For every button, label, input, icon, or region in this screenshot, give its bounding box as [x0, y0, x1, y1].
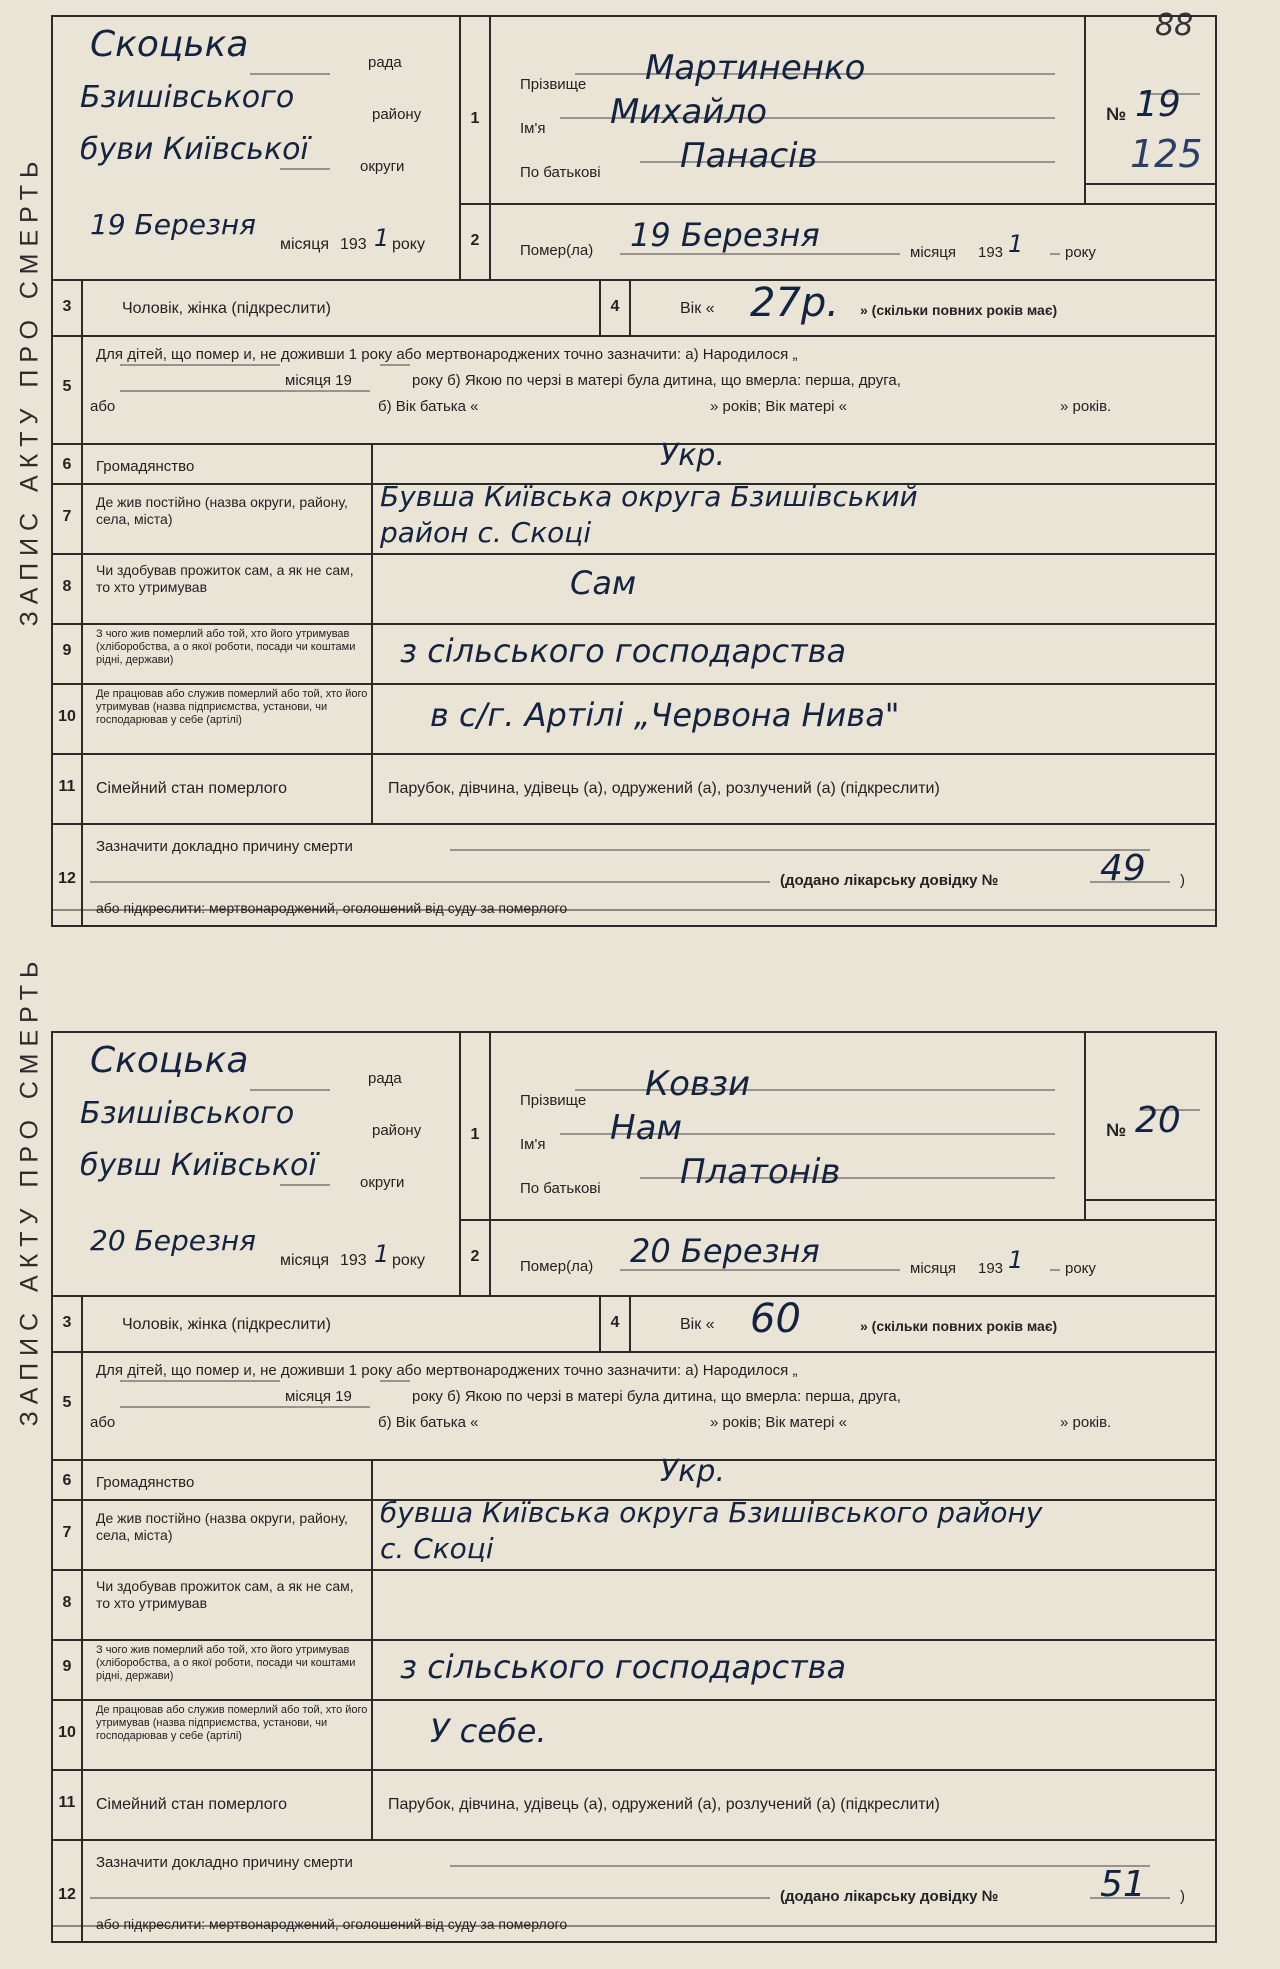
row-number-11: 11	[58, 778, 76, 795]
registration-year-label: року	[392, 236, 425, 253]
work-label: Де працював або служив померлий або той, хто його утримував (назва підприємства, установи, чи господарював у себе (артілі)	[96, 1704, 368, 1742]
age-label: Вік «	[680, 1316, 715, 1333]
children-line-1: Для дітей, що помер и, не доживши 1 року або мертвонароджених точно зазначити: а) Народилося „	[96, 346, 798, 363]
death-date-value: 20 Березня	[630, 1232, 820, 1270]
death-month-label: місяця	[910, 1260, 956, 1277]
row-number-7: 7	[62, 508, 72, 525]
rada-value: Скоцька	[90, 1040, 249, 1081]
death-year-digit: 1	[1008, 230, 1024, 258]
surname-value: Ковзи	[645, 1064, 751, 1104]
row-number-2: 2	[470, 1248, 480, 1265]
children-line-3b: б) Вік батька «	[378, 398, 479, 415]
source-label: З чого жив померлий або той, хто його утримував (хліборобства, а о якої роботи, посади чи коштами рідні, держави)	[96, 1644, 356, 1682]
row-number-7: 7	[62, 1524, 72, 1541]
registration-date-value: 20 Березня	[90, 1224, 257, 1257]
number-label: №	[1106, 1120, 1127, 1140]
children-line-2b: року б) Якою по черзі в матері була дитина, що вмерла: перша, друга,	[412, 1388, 901, 1405]
livelihood-label: Чи здобував прожиток сам, а як не сам, то хто утримував	[96, 1578, 354, 1611]
source-value: з сільського господарства	[400, 1648, 847, 1686]
certificate-number-value: 49	[1100, 848, 1146, 889]
row-number-12: 12	[58, 1886, 76, 1903]
cause-label: Зазначити докладно причину смерти	[96, 1854, 353, 1871]
patronymic-label: По батькові	[520, 164, 601, 181]
registration-year-label: року	[392, 1252, 425, 1269]
row-number-9: 9	[62, 1658, 72, 1675]
patronymic-label: По батькові	[520, 1180, 601, 1197]
children-line-2b: року б) Якою по черзі в матері була дитина, що вмерла: перша, друга,	[412, 372, 901, 389]
death-month-label: місяця	[910, 244, 956, 261]
marital-label: Сімейний стан померлого	[96, 1796, 288, 1813]
row-number-11: 11	[58, 1794, 76, 1811]
name-value: Нам	[610, 1108, 683, 1148]
age-value: 27р.	[750, 280, 840, 326]
surname-label: Прізвище	[520, 76, 587, 93]
rada-label: рада	[368, 54, 402, 71]
died-label: Помер(ла)	[520, 1258, 594, 1275]
number-label: №	[1106, 104, 1127, 124]
death-year-digit: 1	[1008, 1246, 1024, 1274]
children-line-3d: » років.	[1060, 1414, 1112, 1431]
residence-value-2: район с. Скоці	[380, 516, 592, 549]
row-number-8: 8	[62, 1594, 72, 1611]
registration-date-value: 19 Березня	[90, 208, 257, 241]
name-label: Ім'я	[520, 1136, 546, 1153]
sex-label: Чоловік, жінка (підкреслити)	[122, 300, 331, 317]
row-number-4: 4	[610, 298, 620, 315]
citizenship-label: Громадянство	[96, 1474, 195, 1491]
name-label: Ім'я	[520, 120, 546, 137]
marital-label: Сімейний стан померлого	[96, 780, 288, 797]
registration-year-prefix: 193	[340, 236, 367, 253]
source-value: з сільського господарства	[400, 632, 847, 670]
raion-value: Бзишівського	[80, 80, 295, 115]
marital-options: Парубок, дівчина, удівець (а), одружений (а), розлучений (а) (підкреслити)	[388, 780, 940, 797]
certificate-label: (додано лікарську довідку №	[780, 1888, 999, 1905]
patronymic-value: Платонів	[680, 1152, 841, 1192]
age-hint: » (скільки повних років має)	[860, 1318, 1058, 1334]
age-label: Вік «	[680, 300, 715, 317]
certificate-number-value: 51	[1100, 1864, 1146, 1905]
row-number-5: 5	[62, 1394, 72, 1411]
record-number-value: 19	[1135, 84, 1181, 125]
children-line-2a: місяця 19	[285, 1388, 352, 1405]
residence-value-2: с. Скоці	[380, 1532, 494, 1565]
okruha-label: округи	[360, 158, 405, 175]
row-number-10: 10	[58, 1724, 76, 1741]
raion-label: району	[372, 1122, 422, 1139]
residence-value-1: Бувша Київська округа Бзишівський	[380, 480, 918, 513]
row-number-10: 10	[58, 708, 76, 725]
children-line-3a: або	[90, 1414, 116, 1431]
certificate-close: )	[1180, 872, 1185, 889]
patronymic-value: Панасів	[680, 136, 818, 176]
cause-label: Зазначити докладно причину смерти	[96, 838, 353, 855]
registration-year-prefix: 193	[340, 1252, 367, 1269]
stillborn-note: або підкреслити: мертвонароджений, оголошений від суду за померлого	[96, 900, 568, 916]
record-number-extra: 125	[1130, 132, 1203, 176]
registration-year-digit: 1	[374, 1240, 390, 1268]
page-number: 88	[1155, 8, 1194, 43]
death-year-prefix: 193	[978, 1260, 1004, 1277]
raion-label: району	[372, 106, 422, 123]
row-number-9: 9	[62, 642, 72, 659]
side-title-1: ЗАПИС АКТУ ПРО СМЕРТЬ	[15, 154, 44, 626]
row-number-4: 4	[610, 1314, 620, 1331]
death-record	[50, 1030, 1220, 1950]
certificate-close: )	[1180, 1888, 1185, 1905]
residence-value-1: бувша Київська округа Бзишівського району	[380, 1496, 1043, 1529]
row-number-5: 5	[62, 378, 72, 395]
children-line-1: Для дітей, що помер и, не доживши 1 року або мертвонароджених точно зазначити: а) Народилося „	[96, 1362, 798, 1379]
record-number-value: 20	[1135, 1100, 1181, 1141]
raion-value: Бзишівського	[80, 1096, 295, 1131]
surname-label: Прізвище	[520, 1092, 587, 1109]
row-number-2: 2	[470, 232, 480, 249]
children-line-3b: б) Вік батька «	[378, 1414, 479, 1431]
died-label: Помер(ла)	[520, 242, 594, 259]
surname-value: Мартиненко	[645, 48, 866, 88]
children-line-3c: » років; Вік матері «	[710, 398, 848, 415]
name-value: Михайло	[610, 92, 768, 132]
okruha-value: бувш Київської	[80, 1148, 317, 1183]
row-number-6: 6	[62, 456, 72, 473]
rada-value: Скоцька	[90, 24, 249, 65]
registration-month-label: місяця	[280, 236, 330, 253]
okruha-value: буви Київської	[80, 132, 309, 167]
row-number-1: 1	[470, 110, 480, 127]
work-label: Де працював або служив померлий або той, хто його утримував (назва підприємства, установи, чи господарював у себе (артілі)	[96, 688, 368, 726]
death-year-label: року	[1065, 1260, 1096, 1277]
death-year-prefix: 193	[978, 244, 1004, 261]
stillborn-note: або підкреслити: мертвонароджений, оголошений від суду за померлого	[96, 1916, 568, 1932]
work-value: У себе.	[430, 1712, 547, 1750]
registration-year-digit: 1	[374, 224, 390, 252]
residence-label: Де жив постійно (назва округи, району, села, міста)	[96, 1510, 348, 1543]
marital-options: Парубок, дівчина, удівець (а), одружений (а), розлучений (а) (підкреслити)	[388, 1796, 940, 1813]
sex-label: Чоловік, жінка (підкреслити)	[122, 1316, 331, 1333]
children-line-3c: » років; Вік матері «	[710, 1414, 848, 1431]
row-number-3: 3	[62, 298, 72, 315]
row-number-6: 6	[62, 1472, 72, 1489]
residence-label: Де жив постійно (назва округи, району, села, міста)	[96, 494, 348, 527]
citizenship-value: Укр.	[660, 438, 725, 473]
row-number-12: 12	[58, 870, 76, 887]
source-label: З чого жив померлий або той, хто його утримував (хліборобства, а о якої роботи, посади чи коштами рідні, держави)	[96, 628, 356, 666]
rada-label: рада	[368, 1070, 402, 1087]
death-year-label: року	[1065, 244, 1096, 261]
death-record	[50, 14, 1220, 934]
certificate-label: (додано лікарську довідку №	[780, 872, 999, 889]
work-value: в с/г. Артілі „Червона Нива"	[430, 696, 900, 734]
age-hint: » (скільки повних років має)	[860, 302, 1058, 318]
death-date-value: 19 Березня	[630, 216, 820, 254]
row-number-8: 8	[62, 578, 72, 595]
registration-month-label: місяця	[280, 1252, 330, 1269]
row-number-1: 1	[470, 1126, 480, 1143]
children-line-2a: місяця 19	[285, 372, 352, 389]
row-number-3: 3	[62, 1314, 72, 1331]
okruha-label: округи	[360, 1174, 405, 1191]
children-line-3d: » років.	[1060, 398, 1112, 415]
side-title-2: ЗАПИС АКТУ ПРО СМЕРТЬ	[15, 954, 44, 1426]
citizenship-value: Укр.	[660, 1454, 725, 1489]
livelihood-value: Сам	[570, 564, 637, 602]
citizenship-label: Громадянство	[96, 458, 195, 475]
children-line-3a: або	[90, 398, 116, 415]
livelihood-label: Чи здобував прожиток сам, а як не сам, то хто утримував	[96, 562, 354, 595]
age-value: 60	[750, 1296, 801, 1342]
